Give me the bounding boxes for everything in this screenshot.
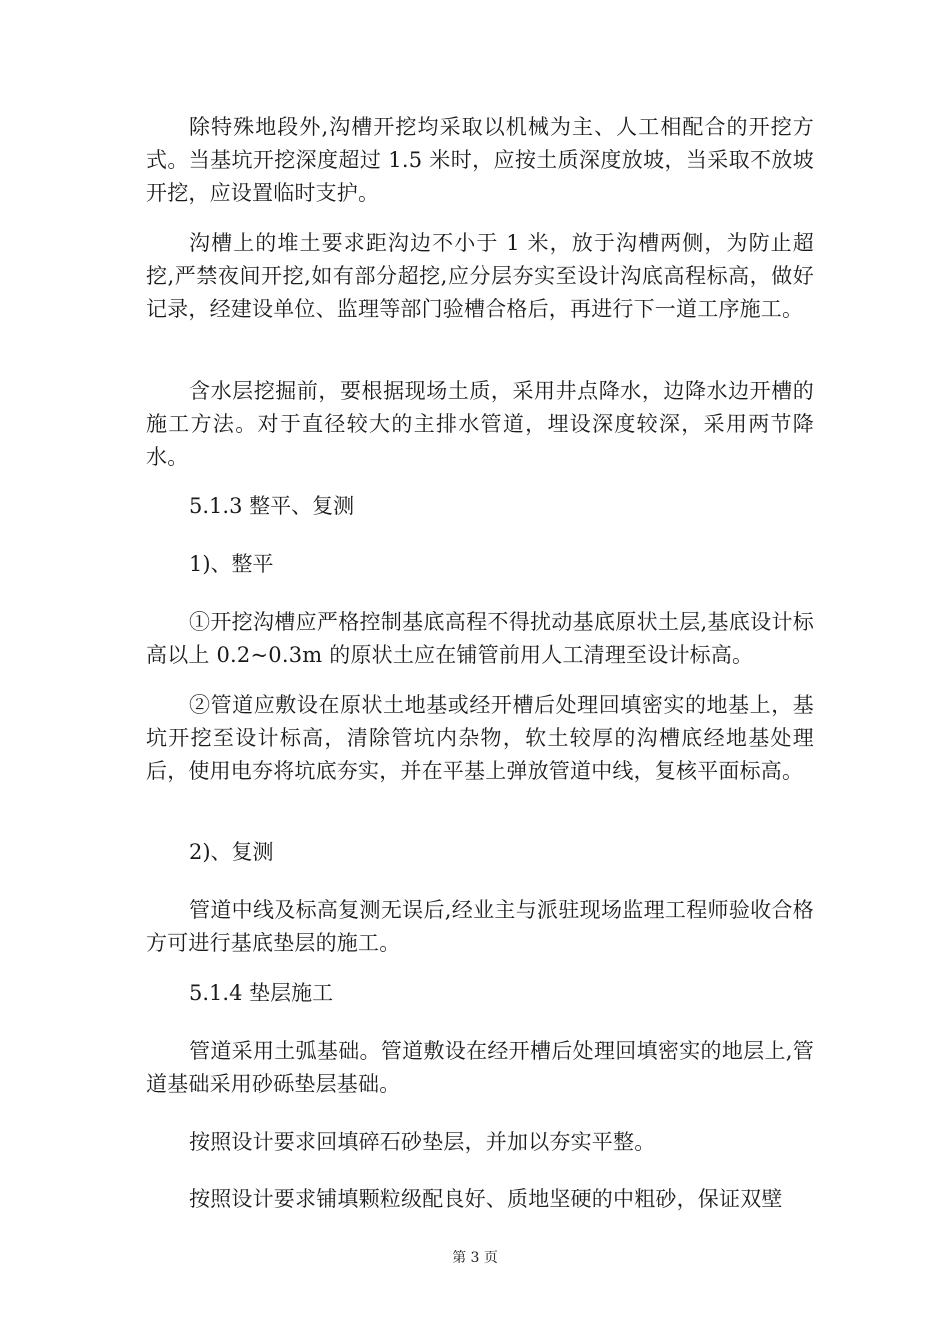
paragraph-spoil-placement: 沟槽上的堆土要求距沟边不小于 1 米，放于沟槽两侧，为防止超挖,严禁夜间开挖,如有部分超挖,应分层夯实至设计沟底高程标高，做好记录，经建设单位、监理等部门验槽合格后，再进行下一道工序施工。 (146, 231, 814, 321)
paragraph-leveling-item-1: ①开挖沟槽应严格控制基底高程不得扰动基底原状土层,基底设计标高以上 0.2~0.3m 的原状土应在铺管前用人工清理至设计标高。 (146, 610, 814, 667)
subheading-resurvey: 2)、复测 (189, 840, 274, 864)
paragraph-dewatering: 含水层挖掘前，要根据现场土质，采用井点降水，边降水边开槽的施工方法。对于直径较大的主排水管道，埋设深度较深，采用两节降水。 (146, 379, 814, 469)
paragraph-gravel-cushion: 按照设计要求回填碎石砂垫层，并加以夯实平整。 (189, 1130, 656, 1154)
paragraph-foundation: 管道采用土弧基础。管道敷设在经开槽后处理回填密实的地层上,管道基础采用砂砾垫层基础。 (146, 1039, 814, 1096)
paragraph-excavation-method: 除特殊地段外,沟槽开挖均采取以机械为主、人工相配合的开挖方式。当基坑开挖深度超过 1.5 米时，应按土质深度放坡，当采取不放坡开挖，应设置临时支护。 (146, 115, 814, 205)
subheading-leveling: 1)、整平 (189, 552, 274, 576)
paragraph-leveling-item-2: ②管道应敷设在原状土地基或经开槽后处理回填密实的地基上，基坑开挖至设计标高，清除管坑内杂物，软土较厚的沟槽底经地基处理后，使用电夯将坑底夯实，并在平基上弹放管道中线，复核平面标高。 (146, 693, 814, 783)
page-number: 第 3 页 (452, 1250, 498, 1266)
paragraph-resurvey: 管道中线及标高复测无误后,经业主与派驻现场监理工程师验收合格方可进行基底垫层的施工。 (146, 898, 814, 955)
section-heading-5-1-3: 5.1.3 整平、复测 (189, 494, 355, 518)
section-heading-5-1-4: 5.1.4 垫层施工 (189, 981, 334, 1005)
paragraph-sand-fill: 按照设计要求铺填颗粒级配良好、质地坚硬的中粗砂，保证双壁 (189, 1187, 783, 1211)
